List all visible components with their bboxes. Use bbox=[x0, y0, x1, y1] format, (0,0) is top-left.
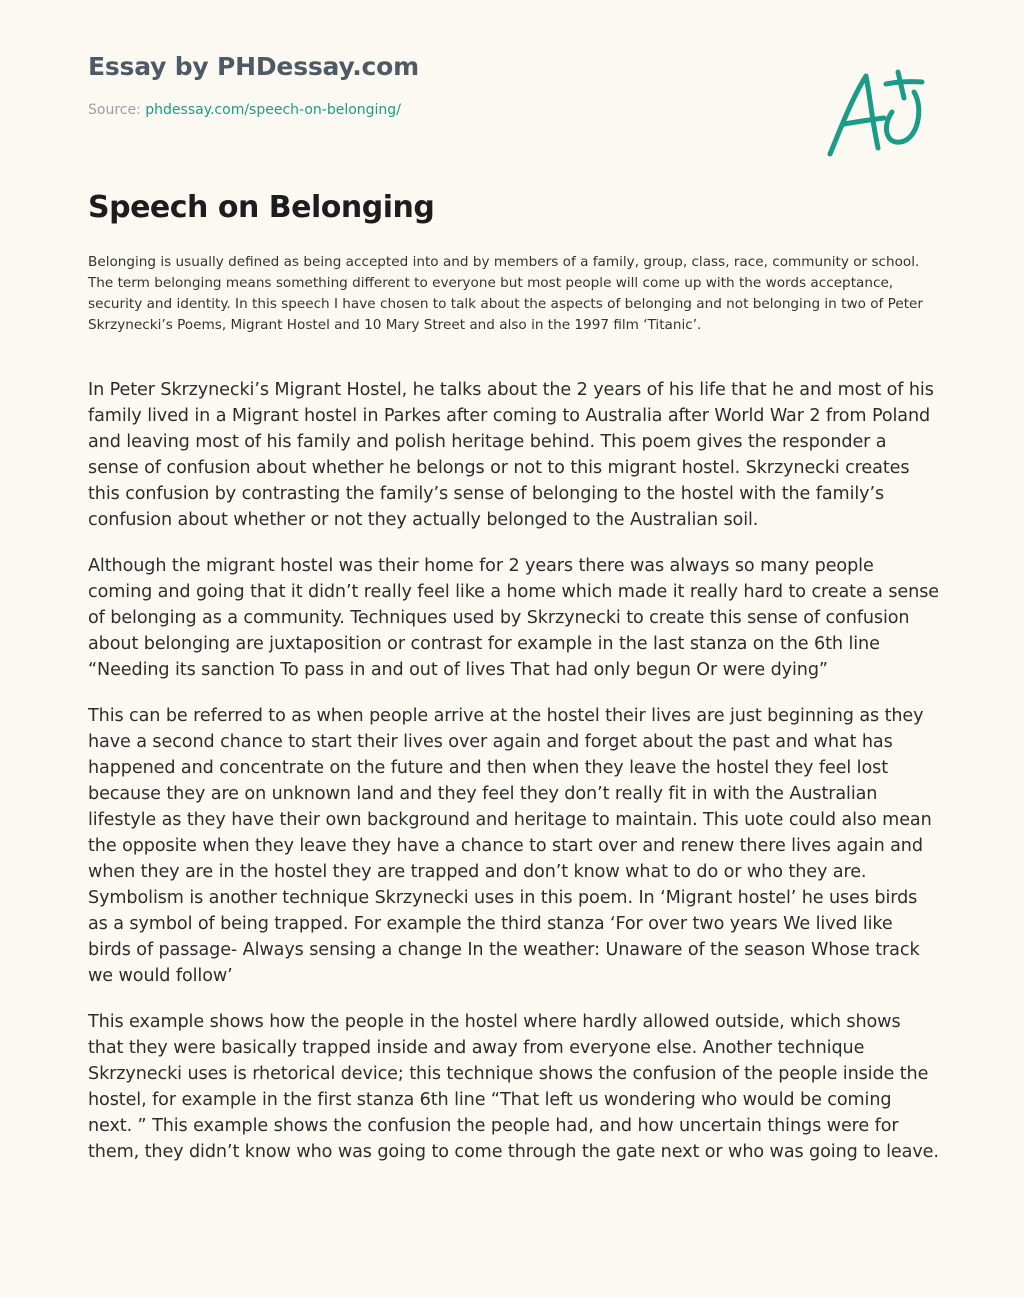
page-title: Speech on Belonging bbox=[88, 190, 435, 225]
intro-paragraph: Belonging is usually defined as being accepted into and by members of a family, group, class, race, community or school. The term belonging means something different to everyone but most people will come up with the words acceptance, security and identity. In this speech I have chosen to talk about the aspects of belonging and not belonging in two of Peter Skrzynecki’s Poems, Migrant Hostel and 10 Mary Street and also in the 1997 film ‘Titanic’. bbox=[88, 254, 923, 333]
article-body bbox=[88, 377, 940, 1185]
source-label: Source: bbox=[88, 102, 141, 118]
source-link[interactable]: phdessay.com/speech-on-belonging/ bbox=[145, 102, 401, 118]
a-plus-grade-icon bbox=[826, 68, 926, 160]
body-paragraph: In Peter Skrzynecki’s Migrant Hostel, he talks about the 2 years of his life that he and most of his family lived in a Migrant hostel in Parkes after coming to Australia after World War 2 from Poland and leaving most of his family and polish heritage behind. This poem gives the responder a sense of confusion about whether he belongs or not to this migrant hostel. Skrzynecki creates this confusion by contrasting the family’s sense of belonging to the hostel with the family’s confusion about whether or not they actually belonged to the Australian soil. bbox=[88, 380, 934, 530]
body-paragraph: This example shows how the people in the hostel where hardly allowed outside, which shows that they were basically trapped inside and away from everyone else. Another technique Skrzynecki uses is rhetorical device; this technique shows the confusion of the people inside the hostel, for example in the first stanza 6th line “That left us wondering who would be coming next. ” This example shows the confusion the people had, and how uncertain things were for them, they didn’t know who was going to come through the gate next or who was going to leave. bbox=[88, 1012, 939, 1162]
body-paragraph: Although the migrant hostel was their home for 2 years there was always so many people coming and going that it didn’t really feel like a home which made it really hard to create a sense of belonging as a community. Techniques used by Skrzynecki to create this sense of confusion about belonging are juxtaposition or contrast for example in the last stanza on the 6th line “Needing its sanction To pass in and out of lives That had only begun Or were dying” bbox=[88, 556, 939, 680]
body-paragraph: This can be referred to as when people arrive at the hostel their lives are just beginning as they have a second chance to start their lives over again and forget about the past and what has happened and concentrate on the future and then when they leave the hostel they feel lost because they are on unknown land and they feel they don’t really fit in with the Australian lifestyle as they have their own background and heritage to maintain. This uote could also mean the opposite when they leave they have a chance to start over and renew there lives again and when they are in the hostel they are trapped and don’t know what to do or who they are. Symbolism is another technique Skrzynecki uses in this poem. In ‘Migrant hostel’ he uses birds as a symbol of being trapped. For example the third stanza ‘For over two years We lived like birds of passage- Always sensing a change In the weather: Unaware of the season Whose track we would follow’ bbox=[88, 706, 932, 986]
brand-title[interactable]: Essay by PHDessay.com bbox=[88, 52, 419, 81]
source-line bbox=[88, 102, 401, 118]
